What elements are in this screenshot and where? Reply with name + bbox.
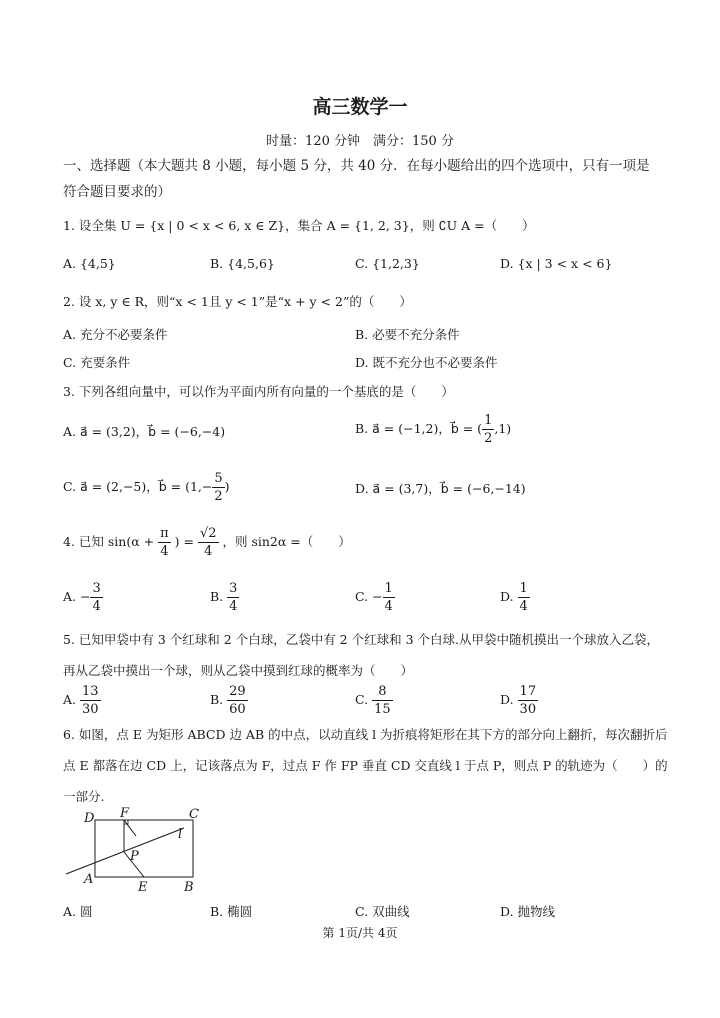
q3-option-a [63,422,225,440]
q3-option-c [63,470,230,505]
q4-option-b-numerator: 3 [229,581,238,596]
q6-option-c: C. 双曲线 [355,904,410,919]
question-1-stem: 1. 设全集 U = {x | 0 < x < 6, x ∈ Z}，集合 A = {1, 2, 3}，则 ∁U A =（ ） [63,218,535,233]
q4-option-b [210,580,239,615]
q4-stem-num-2: √2 [199,526,217,541]
q4-option-a-numerator: 3 [92,581,101,596]
q4-stem-post: ，则 sin2α =（ ） [222,534,351,549]
fold-line-l [66,828,184,874]
q5-option-b-numerator: 29 [229,684,246,699]
q5-option-c-numerator: 8 [372,683,393,701]
q1-option-b: B. {4,5,6} [210,256,275,271]
q4-option-c [355,580,395,615]
q4-option-d-numerator: 1 [519,581,528,596]
q3-option-c-suffix: ) [224,479,230,494]
q3-option-b-prefix: B. a⃗ = (−1,2)，b⃗ = ( [355,421,483,436]
q3-option-d [355,479,526,497]
q3-option-b [355,412,511,447]
q3-option-b-fraction [482,412,494,447]
question-3-stem: 3. 下列各组向量中，可以作为平面内所有向量的一个基底的是（ ） [63,384,454,399]
q5-option-c-fraction [372,683,393,718]
q4-option-b-denominator: 4 [229,599,238,614]
q5-option-d [500,683,538,718]
exam-time-info: 时量：120 分钟 满分：150 分 [266,134,454,149]
question-2-stem: 2. 设 x, y ∈ R，则“x < 1且 y < 1”是“x + y < 2”的（ ） [63,294,412,309]
q4-option-c-denominator: 4 [384,599,393,614]
label-b: B [184,880,194,894]
q5-option-c-denominator: 15 [374,702,391,717]
q5-option-d-numerator: 17 [519,684,537,699]
q4-option-c-fraction [383,580,395,615]
q4-stem-den-2: 4 [204,544,213,559]
q4-stem-den-1: 4 [160,544,169,559]
q5-option-a [63,683,101,718]
q3-option-b-numerator: 1 [484,413,493,428]
q1-option-a: A. {4,5} [63,256,116,271]
label-a: A [84,872,94,887]
q4-stem-num-1: π [160,526,169,541]
q5-option-d-sign: D. [500,692,514,707]
label-l: l [178,827,183,842]
q5-option-a-denominator: 30 [82,702,99,717]
q5-option-b-fraction [227,683,248,718]
question-4-stem [63,525,351,560]
q2-option-d: D. 既不充分也不必要条件 [355,355,498,370]
q6-option-b: B. 椭圆 [210,904,253,919]
label-d: D [84,811,95,826]
q3-option-a-text: A. a⃗ = (3,2)，b⃗ = (−6,−4) [63,424,226,439]
q4-option-b-fraction [227,580,239,615]
q3-option-c-denominator: 2 [214,489,223,504]
page-footer: 第 1页/共 4页 [322,926,398,940]
q4-stem-fraction-2 [198,525,219,560]
q3-option-b-denominator: 2 [484,431,493,446]
q3-option-c-fraction [212,470,224,505]
q4-option-a [63,580,103,615]
q4-option-c-sign: C. − [355,589,383,604]
label-e: E [138,880,148,894]
q5-option-d-fraction [518,683,539,718]
q3-option-d-text: D. a⃗ = (3,7)，b⃗ = (−6,−14) [355,481,526,496]
q5-option-b [210,683,248,718]
q6-option-d: D. 抛物线 [500,904,556,919]
label-p: P [130,849,139,864]
label-c: C [189,807,199,822]
question-5-stem: 5. 已知甲袋中有 3 个红球和 2 个白球，乙袋中有 2 个红球和 3 个白球.从甲袋中随机摸出一个球放入乙袋，再从乙袋中摸出一个球，则从乙袋中摸到红球的概率为（ ） [63,632,659,678]
q4-option-b-sign: B. [210,589,224,604]
q6-option-a: A. 圆 [63,904,93,919]
q4-stem-mid: ) = [174,534,194,549]
q1-option-c: C. {1,2,3} [355,256,420,271]
rectangle-fold-figure [60,806,210,894]
q5-option-b-sign: B. [210,692,224,707]
page-title: 高三数学一 [312,96,408,118]
q4-option-d-sign: D. [500,589,514,604]
q1-option-d: D. {x | 3 < x < 6} [500,256,613,271]
q4-option-a-sign: A. − [63,589,91,604]
q2-option-a: A. 充分不必要条件 [63,327,168,342]
q3-option-b-suffix: ,1) [494,421,512,436]
segment-fe-fold [124,820,136,836]
q2-option-b: B. 必要不充分条件 [355,327,460,342]
q5-option-c [355,683,393,718]
q4-stem-fraction-1 [158,525,171,560]
q4-option-a-fraction [90,580,102,615]
q5-option-b-denominator: 60 [229,702,246,717]
q4-option-d [500,580,530,615]
q2-option-c: C. 充要条件 [63,355,131,370]
q5-option-a-fraction [80,683,101,718]
q3-option-c-prefix: C. a⃗ = (2,−5)，b⃗ = (1,− [63,479,213,494]
section-heading: 一、选择题（本大题共 8 小题，每小题 5 分，共 40 分．在每小题给出的四个选项中，只有一项是符合题目要求的） [63,158,650,200]
q4-option-a-denominator: 4 [92,599,101,614]
q5-option-c-sign: C. [355,692,369,707]
q4-stem-pre: 4. 已知 sin(α + [63,534,155,549]
q4-option-d-fraction [518,580,530,615]
q3-option-c-numerator: 5 [214,471,223,486]
q5-option-a-sign: A. [63,692,77,707]
label-f: F [120,806,130,821]
question-6-stem: 6. 如图，点 E 为矩形 ABCD 边 AB 的中点，以动直线 l 为折痕将矩形在其下方的部分向上翻折，每次翻折后点 E 都落在边 CD 上，记该落点为 F，过点 F 作 FP 垂直 CD 交直线 l 于点 P，则点 P 的轨迹为（ ）的一部分. [63,727,668,804]
q5-option-a-numerator: 13 [82,684,99,699]
q4-option-c-numerator: 1 [384,581,393,596]
q5-option-d-denominator: 30 [519,702,537,717]
q4-option-d-denominator: 4 [519,599,528,614]
